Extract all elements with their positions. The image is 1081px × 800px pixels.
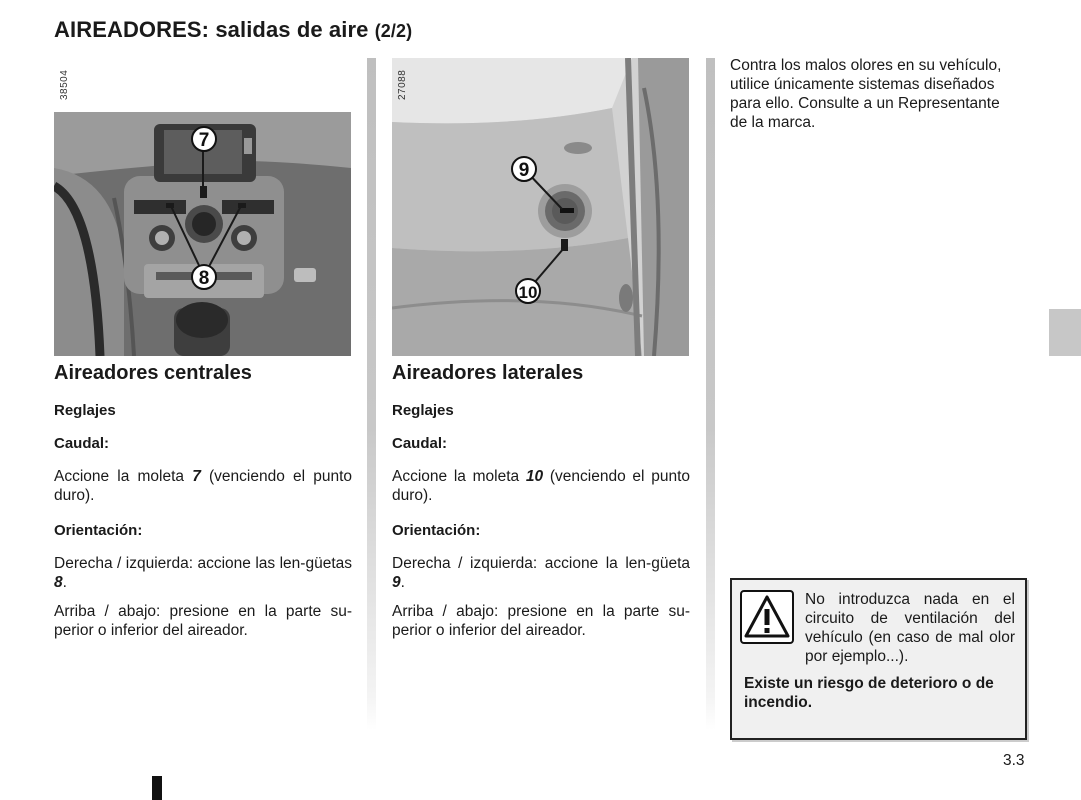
page-title-text: AIREADORES: salidas de aire	[54, 17, 369, 42]
odor-note	[730, 56, 1028, 132]
paragraph: Accione la moleta 10 (venciendo el punto duro).	[392, 468, 690, 504]
column-divider	[706, 58, 715, 730]
paragraph: Derecha / izquierda: accione las len-güetas 8.	[54, 555, 352, 591]
callout-8	[192, 265, 216, 289]
svg-text:9: 9	[518, 160, 530, 181]
page-title-suffix: (2/2)	[374, 21, 413, 41]
paragraph: Arriba / abajo: presione en la parte su-perior o inferior del aireador.	[392, 603, 690, 639]
reference-number: 10	[525, 468, 544, 485]
warning-box	[730, 578, 1027, 740]
central-vents-section	[54, 362, 352, 650]
lateral-vents-section	[392, 362, 690, 650]
section-heading: Aireadores centrales	[54, 362, 252, 384]
page-number: 3.3	[1003, 752, 1025, 769]
figure-code: 38504	[59, 69, 70, 100]
reference-number: 8	[54, 574, 63, 591]
warning-triangle-icon	[740, 590, 794, 644]
dashboard-illustration	[54, 58, 351, 356]
warning-text: No introduzca nada en el circuito de ventilación del vehículo (en caso de mal olor por ejemplo...).	[805, 591, 1015, 665]
svg-text:7: 7	[198, 130, 210, 151]
warning-emphasis: Existe un riesgo de deterioro o de incendio.	[744, 675, 994, 711]
crop-mark	[152, 776, 162, 800]
reference-number: 9	[392, 574, 401, 591]
page-title	[54, 17, 412, 43]
paragraph: Accione la moleta 7 (venciendo el punto duro).	[54, 468, 352, 504]
side-vent-illustration	[392, 58, 689, 356]
note-line: para ello. Consulte a un Representante	[730, 95, 1000, 112]
subheading: Reglajes	[54, 402, 116, 419]
reference-number: 7	[192, 468, 201, 485]
subheading: Orientación:	[392, 522, 481, 539]
note-line: utilice únicamente sistemas diseñados	[730, 76, 995, 93]
svg-text:8: 8	[198, 268, 210, 289]
callout-7	[192, 127, 216, 151]
subheading: Caudal:	[392, 435, 448, 452]
figure-central-vents	[54, 58, 351, 356]
paragraph: Derecha / izquierda: accione la len-güeta 9.	[392, 555, 690, 591]
svg-text:10: 10	[518, 283, 538, 302]
callout-9	[512, 157, 536, 181]
figure-lateral-vents	[392, 58, 689, 356]
note-line: Contra los malos olores en su vehículo,	[730, 57, 1002, 74]
paragraph: Arriba / abajo: presione en la parte su-perior o inferior del aireador.	[54, 603, 352, 639]
subheading: Caudal:	[54, 435, 110, 452]
callout-10	[516, 279, 540, 303]
chapter-tab	[1049, 309, 1081, 356]
figure-code: 27088	[397, 69, 408, 100]
subheading: Orientación:	[54, 522, 143, 539]
column-divider	[367, 58, 376, 730]
note-line: de la marca.	[730, 114, 816, 131]
section-heading: Aireadores laterales	[392, 362, 584, 384]
subheading: Reglajes	[392, 402, 454, 419]
